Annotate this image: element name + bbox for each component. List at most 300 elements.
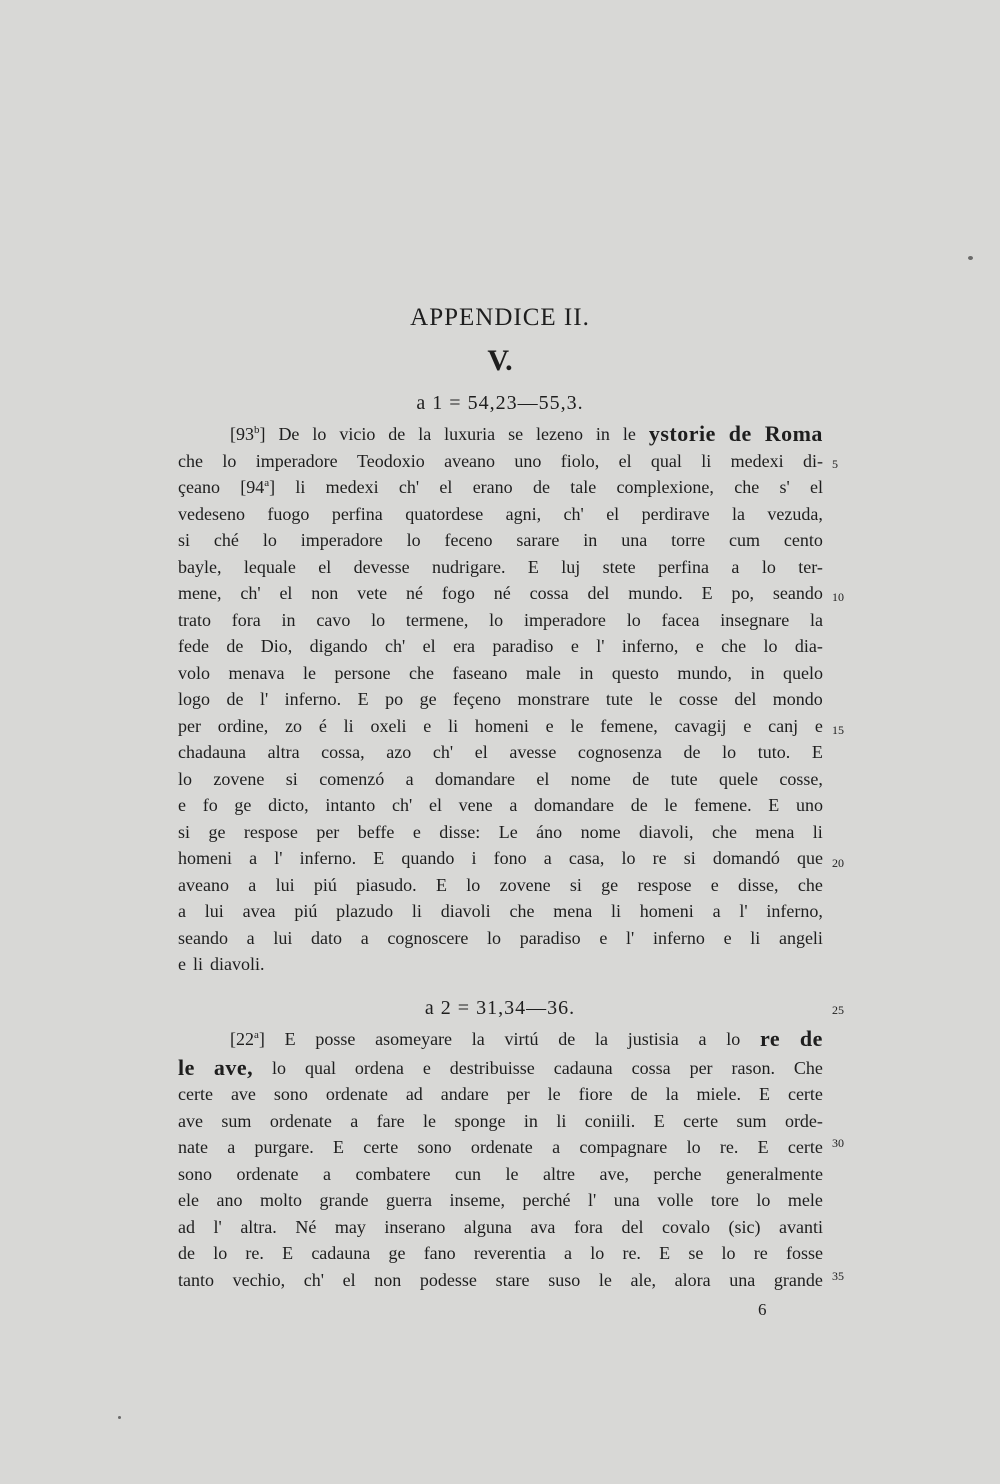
word: le (649, 689, 663, 709)
text-line (178, 1267, 823, 1293)
word: re. (245, 1243, 264, 1263)
word: che (408, 662, 434, 683)
word: per (316, 821, 340, 842)
word: de (532, 477, 550, 497)
word: sono (178, 1163, 213, 1184)
text-line (178, 554, 823, 580)
text-line (178, 607, 823, 633)
word: piú (294, 901, 318, 921)
word: a (509, 795, 518, 815)
word: le (505, 1163, 519, 1184)
word: De (278, 424, 300, 444)
word: paradiso (492, 636, 554, 656)
word: imperadore (523, 609, 606, 630)
word: compagnare (579, 1137, 668, 1157)
word: domandó (712, 848, 780, 868)
word: tute (670, 768, 698, 789)
word: certe (683, 1110, 719, 1131)
text-line (178, 1055, 823, 1081)
word: lo (178, 768, 193, 789)
word: fiolo, (560, 450, 600, 471)
word: fogo (441, 583, 475, 603)
text-line (178, 686, 823, 712)
text-line (178, 448, 823, 474)
word: domandare (435, 768, 515, 789)
word: Che (793, 1057, 823, 1078)
word: E (284, 1029, 296, 1049)
word: lui (275, 874, 295, 895)
word: seando (178, 927, 228, 948)
word: lo (761, 556, 776, 577)
word: li (812, 821, 823, 842)
word: e (710, 874, 719, 895)
word: in (583, 530, 598, 550)
word: l' (213, 1216, 222, 1237)
line-number: 35 (832, 1269, 844, 1283)
word: e (599, 927, 608, 948)
word: E (757, 1137, 769, 1157)
word: volle (657, 1190, 694, 1210)
word: po, (731, 583, 755, 603)
word: vicio (339, 424, 376, 444)
word: ad (405, 1084, 423, 1104)
word: de (632, 768, 650, 789)
word: reverentia (473, 1243, 546, 1263)
word: sum (221, 1110, 252, 1131)
word: l' (274, 848, 283, 868)
word: fora (231, 609, 261, 630)
line-number: 15 (832, 723, 844, 737)
word: lo (722, 742, 737, 762)
word: ch' (240, 583, 261, 603)
word: si (178, 530, 191, 550)
word: del (734, 689, 757, 709)
word: piú (313, 874, 337, 895)
word: l' (626, 927, 635, 948)
passage-1-reference: a 1 = 54,23—55,3. (416, 392, 584, 414)
word: canj (768, 715, 799, 736)
word: le (598, 1269, 612, 1290)
word: E (768, 795, 780, 815)
text-line (178, 713, 823, 739)
word: dia- (794, 636, 823, 656)
word: el (279, 583, 293, 603)
word: fiore (578, 1084, 613, 1104)
word: é (318, 715, 327, 736)
word: diavoli (440, 901, 491, 921)
word: plazudo (336, 901, 394, 921)
word: e (423, 715, 432, 736)
word: posse (315, 1029, 356, 1049)
word: ordenate (325, 1084, 388, 1104)
word: che (178, 450, 203, 471)
word: certe (178, 1084, 213, 1104)
word: ordena (354, 1057, 404, 1078)
word: la (595, 1029, 608, 1049)
word: nome (580, 821, 621, 842)
word: né (406, 583, 423, 603)
word: lo (686, 1137, 701, 1157)
word: perfina (331, 503, 383, 524)
text-line (178, 1214, 823, 1240)
word: combatere (355, 1163, 431, 1184)
word: a (323, 1163, 332, 1184)
word: vedeseno (178, 503, 245, 524)
word: asomeyare (375, 1029, 453, 1049)
word: nudrigare. (432, 556, 506, 577)
word: disse, (738, 874, 779, 895)
word: che (711, 821, 737, 842)
word: le (423, 1110, 437, 1131)
word: rason. (731, 1057, 775, 1078)
word: alguna (463, 1216, 512, 1237)
word: le (664, 795, 678, 815)
word: casa, (568, 848, 605, 868)
word: insegnare (720, 609, 790, 630)
word: feceno (444, 530, 493, 550)
word: fono (493, 848, 527, 868)
word: piasudo. (356, 874, 417, 895)
word: fano (423, 1243, 456, 1263)
word: si (285, 768, 298, 789)
paper-speck (968, 256, 973, 260)
word: avanti (779, 1216, 823, 1237)
word: re. (719, 1137, 739, 1157)
word: zovene (213, 768, 265, 789)
word: che (509, 901, 535, 921)
word: azo (386, 742, 412, 762)
word: ad (178, 1216, 195, 1237)
word: lui (204, 901, 224, 921)
word: li (295, 477, 306, 497)
word: cento (783, 530, 823, 550)
word: suso (548, 1269, 581, 1290)
emphasized-word: Roma (764, 421, 823, 446)
word: inferno, (621, 636, 679, 656)
folio-close: ] (259, 424, 266, 444)
word: altra (267, 742, 300, 762)
word: se (688, 1243, 704, 1263)
word: homeni (639, 901, 694, 921)
text-line (178, 766, 823, 792)
word: el (809, 477, 823, 497)
word: ale, (630, 1269, 656, 1290)
word: non (311, 583, 339, 603)
word: tore (710, 1190, 739, 1210)
word: in (523, 1110, 538, 1131)
word: E (282, 1243, 294, 1263)
word: cognoscere (387, 927, 469, 948)
word: cosse (678, 689, 718, 709)
word: facea (661, 609, 700, 630)
word: que (797, 848, 823, 868)
word: molto (260, 1190, 303, 1210)
word: de (630, 1084, 648, 1104)
text-line (178, 792, 823, 818)
word: de (683, 742, 701, 762)
word: ch' (392, 795, 413, 815)
word: a (564, 1243, 573, 1263)
word: re (753, 1243, 768, 1263)
text-line (178, 1240, 823, 1266)
word: lo (626, 609, 641, 630)
word: lui (273, 927, 293, 948)
word: persone (334, 662, 391, 683)
word: fede (178, 636, 209, 656)
word: ch' (563, 503, 584, 524)
word: vene (458, 795, 493, 815)
word: coniili. (584, 1110, 636, 1131)
word: paradiso (519, 927, 581, 948)
word: in (281, 609, 296, 630)
word: de (630, 795, 648, 815)
word: e (723, 927, 732, 948)
folio-side: a (254, 1029, 259, 1041)
word: tanto (178, 1269, 214, 1290)
word: e (545, 715, 554, 736)
word: se (508, 424, 524, 444)
word: l' (588, 1190, 597, 1210)
word: le (302, 662, 316, 683)
word: per (178, 715, 201, 736)
word: intanto (325, 795, 376, 815)
word: questo (611, 662, 659, 683)
word: ava (530, 1216, 556, 1237)
word: sarare (516, 530, 560, 550)
word: E (653, 1110, 665, 1131)
word: avesse (509, 742, 557, 762)
word: lo (213, 1243, 228, 1263)
word: male (525, 662, 561, 683)
word: po (385, 689, 404, 709)
word: una (729, 1269, 756, 1290)
word: cadauna (553, 1057, 613, 1078)
paper-speck (118, 1416, 121, 1419)
word: digando (309, 636, 368, 656)
word: lo (763, 636, 778, 656)
word: ge (388, 1243, 406, 1263)
word: ge (601, 874, 619, 895)
word: lo (272, 1057, 287, 1078)
word: covalo (661, 1216, 710, 1237)
word: de (226, 689, 244, 709)
passage-2-reference: a 2 = 31,34—36. (424, 997, 576, 1019)
word: avea (242, 901, 276, 921)
word: e (422, 1057, 431, 1078)
word: luxuria (444, 424, 496, 444)
word: E (332, 1137, 344, 1157)
word: de (558, 1029, 576, 1049)
word: çeano (178, 477, 220, 497)
word: lo (726, 1029, 741, 1049)
word: homeni (178, 848, 232, 868)
word: ordenate (470, 1137, 533, 1157)
text-line (178, 501, 823, 527)
word: li (556, 1110, 567, 1131)
word: a (712, 901, 721, 921)
word: ave (178, 1110, 203, 1131)
word: quelo (782, 662, 823, 683)
text-line (178, 527, 823, 553)
word: lo (466, 874, 481, 895)
word: e (178, 795, 186, 815)
word: cun (455, 1163, 481, 1184)
word: disse: (439, 821, 481, 842)
word: qual (304, 1057, 336, 1078)
word: certe (787, 1137, 823, 1157)
text-line (178, 1187, 823, 1213)
word: domandare (534, 795, 615, 815)
line-number: 5 (832, 457, 838, 471)
word: seando (772, 583, 823, 603)
emphasized-word: de (728, 421, 752, 446)
word: la (809, 609, 823, 630)
word: ch' (432, 742, 454, 762)
word: vete (357, 583, 388, 603)
word: mena (553, 901, 593, 921)
word: le (570, 715, 584, 736)
word: uno (514, 450, 542, 471)
word: E (527, 556, 539, 577)
word: la (665, 1084, 679, 1104)
word: ter- (798, 556, 823, 577)
word: l' (739, 901, 748, 921)
line-number: 25 (832, 1003, 844, 1017)
word: zo (285, 715, 303, 736)
word: torre (671, 530, 706, 550)
emphasized-word: de (799, 1026, 823, 1051)
word: le (622, 424, 636, 444)
word: altre (543, 1163, 576, 1184)
word: cavo (316, 609, 351, 630)
appendix-title: APPENDICE II. (410, 304, 590, 331)
word: lezeno (536, 424, 583, 444)
word: andare (440, 1084, 489, 1104)
word: tale (570, 477, 597, 497)
folio-marker (230, 421, 266, 447)
word: per (689, 1057, 713, 1078)
word: quando (401, 848, 455, 868)
word: volo (178, 662, 211, 683)
word: luj (561, 556, 581, 577)
line-number: 30 (832, 1136, 844, 1150)
text-line (230, 1026, 823, 1052)
word: a (360, 927, 369, 948)
emphasized-word: ystorie (648, 421, 716, 446)
word: faseano (452, 662, 508, 683)
word: miele. (696, 1084, 742, 1104)
word: purgare. (254, 1137, 314, 1157)
word: né (493, 583, 511, 603)
text-line (178, 1161, 823, 1187)
line-number: 10 (832, 590, 844, 604)
word: perche (653, 1163, 702, 1184)
word: li (411, 901, 422, 921)
word: logo (178, 689, 211, 709)
word: li (750, 927, 761, 948)
folio-close: ] (258, 1029, 265, 1049)
word: mene, (178, 583, 222, 603)
word: a (350, 1110, 359, 1131)
word: si (569, 874, 582, 895)
word: el (536, 768, 550, 789)
word: la (732, 503, 745, 524)
word: sponge (454, 1110, 506, 1131)
text-line (178, 925, 823, 951)
word: e (178, 954, 186, 974)
page-number: 6 (758, 1300, 767, 1319)
text-line (178, 474, 823, 500)
word: si (178, 821, 191, 842)
word: Né (295, 1216, 317, 1237)
word: justisia (627, 1029, 679, 1049)
word: lo (590, 1243, 605, 1263)
word: del (621, 1216, 644, 1237)
word: re (652, 848, 667, 868)
word: E (357, 689, 369, 709)
word: E (701, 583, 713, 603)
word: imperadore (300, 530, 383, 550)
word: cossa, (321, 742, 365, 762)
word: homeni (474, 715, 529, 736)
word: e (814, 715, 823, 736)
word: e (412, 821, 421, 842)
word: per (506, 1084, 530, 1104)
word: ano (216, 1190, 243, 1210)
word: mele (787, 1190, 823, 1210)
word: de (178, 1243, 195, 1263)
word: feçeno (453, 689, 501, 709)
word: destribuisse (449, 1057, 535, 1078)
word: el (618, 450, 632, 471)
word: cosse, (779, 768, 823, 789)
text-line (178, 580, 823, 606)
word: e (570, 636, 579, 656)
word: menava (228, 662, 285, 683)
folio-number: [22 (230, 1029, 254, 1049)
word: lo (756, 1190, 771, 1210)
word: che (797, 874, 823, 895)
text-line (178, 739, 823, 765)
word: imperadore (255, 450, 338, 471)
word: ordenate (269, 1110, 332, 1131)
word: mundo. (628, 583, 683, 603)
word: lo (621, 848, 636, 868)
word: fora (573, 1216, 603, 1237)
word: li (343, 715, 354, 736)
line-number: 20 (832, 856, 844, 870)
word: alora (674, 1269, 711, 1290)
word: fosse (785, 1243, 823, 1263)
word: s' (779, 477, 790, 497)
word: li (701, 450, 712, 471)
word: ordine, (217, 715, 269, 736)
word: comenzó (319, 768, 385, 789)
word: podesse (419, 1269, 477, 1290)
word: uno (796, 795, 823, 815)
word: lo (312, 424, 327, 444)
word: lo (371, 609, 386, 630)
word: angeli (778, 927, 823, 948)
word: medexi (730, 450, 784, 471)
word: qual (650, 450, 682, 471)
word: inserano (384, 1216, 446, 1237)
word: diavoli, (639, 821, 694, 842)
word: non (374, 1269, 402, 1290)
text-line (178, 633, 823, 659)
word: cossa (529, 583, 569, 603)
word: ge (208, 821, 226, 842)
